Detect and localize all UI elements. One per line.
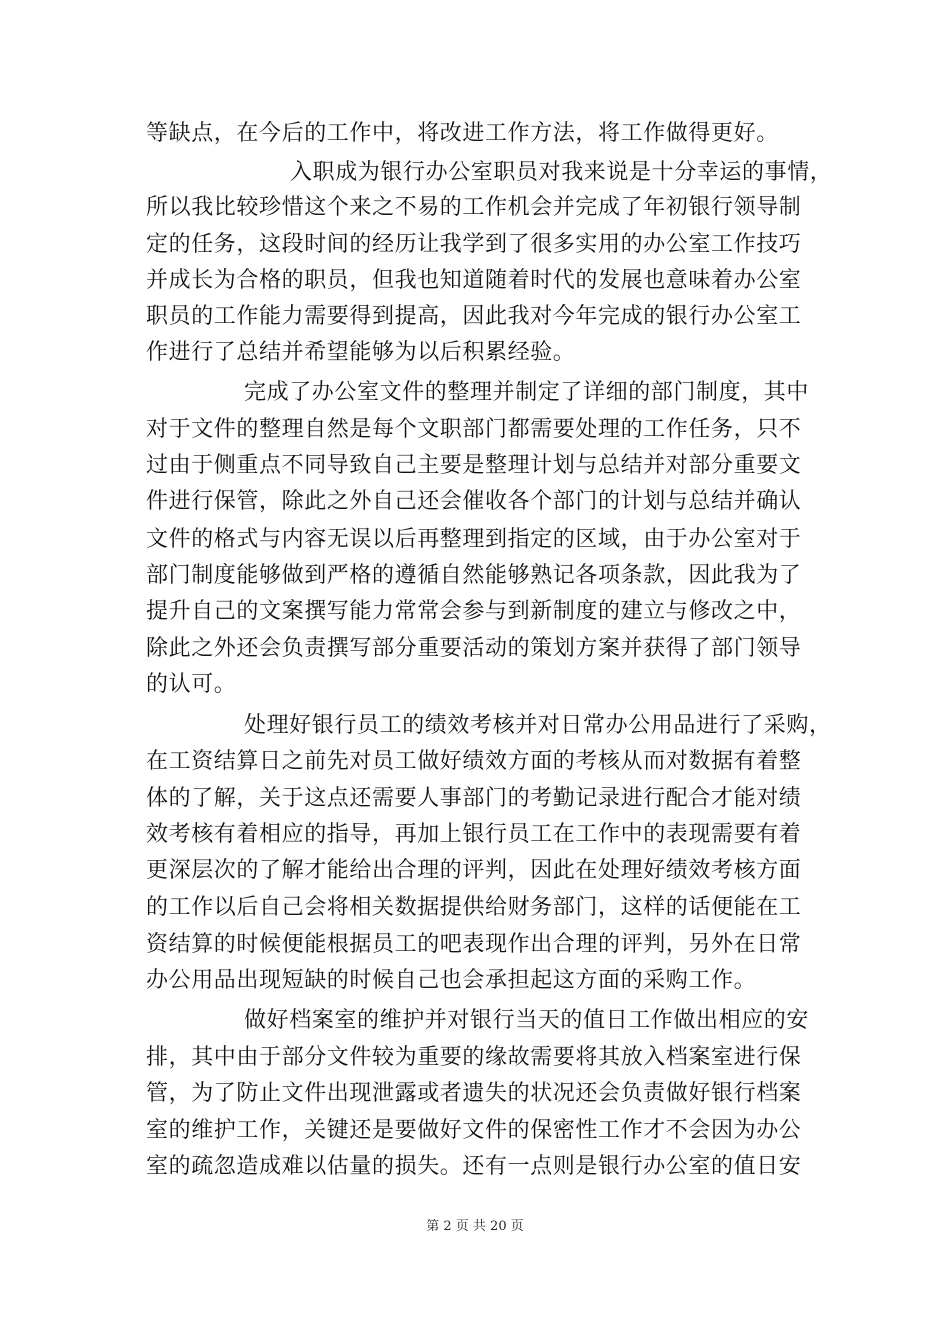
text-line: 更深层次的了解才能给出合理的评判，因此在处理好绩效考核方面 <box>146 858 802 883</box>
text-line: 办公用品出现短缺的时候自己也会承担起这方面的采购工作。 <box>146 968 757 993</box>
text-line: 资结算的时候便能根据员工的吧表现作出合理的评判，另外在日常 <box>146 932 802 957</box>
text-line: 处理好银行员工的绩效考核并对日常办公用品进行了采购， <box>244 713 832 738</box>
text-line: 并成长为合格的职员，但我也知道随着时代的发展也意味着办公室 <box>146 268 802 293</box>
text-line: 定的任务，这段时间的经历让我学到了很多实用的办公室工作技巧 <box>146 232 802 257</box>
text-line: 过由于侧重点不同导致自己主要是整理计划与总结并对部分重要文 <box>146 453 802 478</box>
text-line: 的认可。 <box>146 672 237 697</box>
text-line: 件进行保管，除此之外自己还会催收各个部门的计划与总结并确认 <box>146 489 802 514</box>
text-line: 入职成为银行办公室职员对我来说是十分幸运的事情， <box>290 160 833 185</box>
text-line: 体的了解，关于这点还需要人事部门的考勤记录进行配合才能对绩 <box>146 786 802 811</box>
text-line: 等缺点，在今后的工作中，将改进工作方法，将工作做得更好。 <box>146 121 779 146</box>
text-line: 部门制度能够做到严格的遵循自然能够熟记各项条款，因此我为了 <box>146 563 802 588</box>
text-line: 的工作以后自己会将相关数据提供给财务部门，这样的话便能在工 <box>146 895 802 920</box>
text-line: 文件的格式与内容无误以后再整理到指定的区域，由于办公室对于 <box>146 527 802 552</box>
text-line: 在工资结算日之前先对员工做好绩效方面的考核从而对数据有着整 <box>146 749 802 774</box>
text-line: 提升自己的文案撰写能力常常会参与到新制度的建立与修改之中， <box>146 599 802 624</box>
text-line: 做好档案室的维护并对银行当天的值日工作做出相应的安 <box>244 1008 810 1033</box>
text-line: 所以我比较珍惜这个来之不易的工作机会并完成了年初银行领导制 <box>146 195 802 220</box>
text-line: 对于文件的整理自然是每个文职部门都需要处理的工作任务，只不 <box>146 417 802 442</box>
text-line: 作进行了总结并希望能够为以后积累经验。 <box>146 340 576 365</box>
text-line: 室的维护工作，关键还是要做好文件的保密性工作才不会因为办公 <box>146 1118 802 1143</box>
text-line: 管，为了防止文件出现泄露或者遗失的状况还会负责做好银行档案 <box>146 1081 802 1106</box>
text-line: 除此之外还会负责撰写部分重要活动的策划方案并获得了部门领导 <box>146 636 802 661</box>
page-number-footer: 第 2 页 共 20 页 <box>426 1219 524 1234</box>
text-line: 室的疏忽造成难以估量的损失。还有一点则是银行办公室的值日安 <box>146 1154 802 1179</box>
text-line: 效考核有着相应的指导，再加上银行员工在工作中的表现需要有着 <box>146 822 802 847</box>
text-line: 完成了办公室文件的整理并制定了详细的部门制度，其中 <box>244 380 810 405</box>
text-line: 职员的工作能力需要得到提高，因此我对今年完成的银行办公室工 <box>146 304 802 329</box>
text-line: 排，其中由于部分文件较为重要的缘故需要将其放入档案室进行保 <box>146 1045 802 1070</box>
